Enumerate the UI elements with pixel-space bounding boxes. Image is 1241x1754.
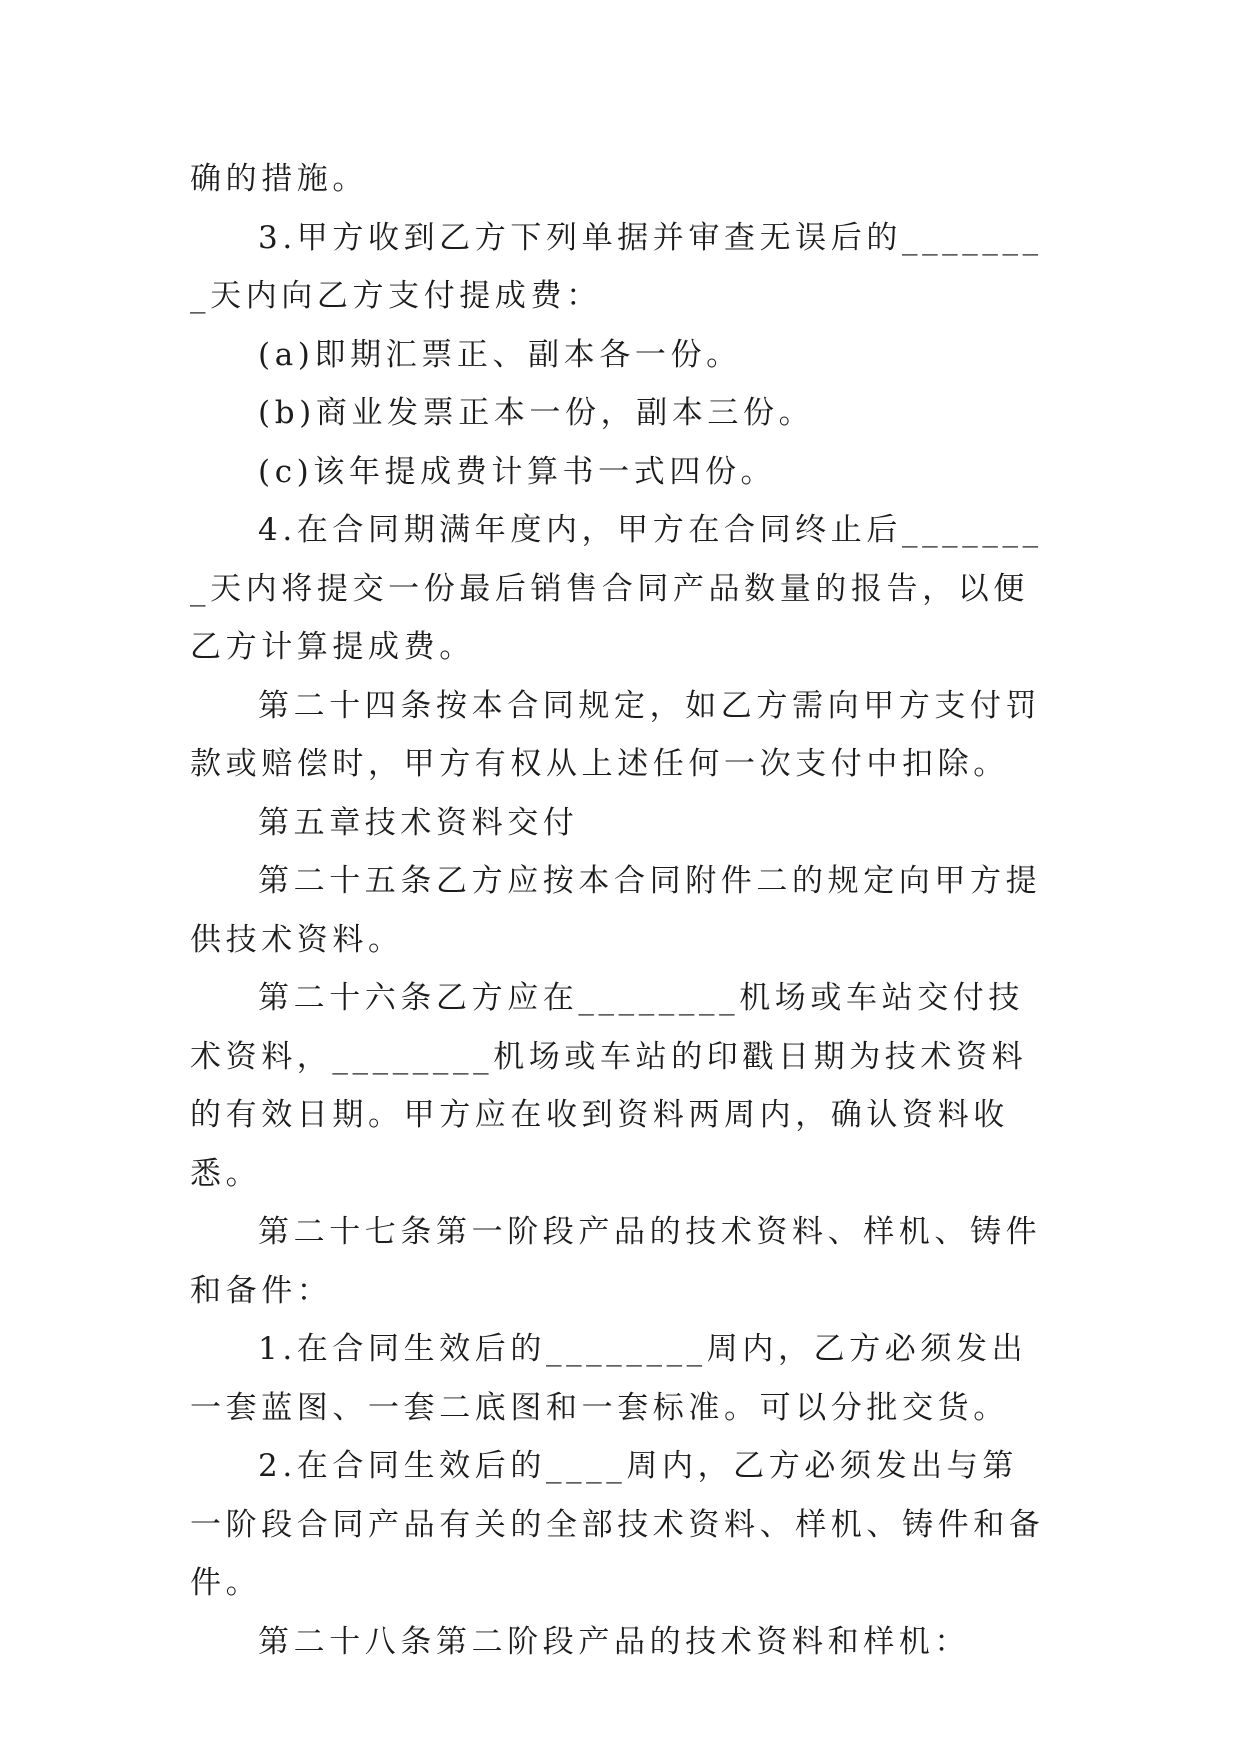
paragraph: 1.在合同生效后的________周内，乙方必须发出一套蓝图、一套二底图和一套标准。可以分批交货。 xyxy=(190,1331,1028,1426)
paragraph: 第二十七条第一阶段产品的技术资料、样机、铸件和备件： xyxy=(190,1214,1042,1309)
paragraph: 第二十六条乙方应在________机场或车站交付技术资料，________机场或车站的印戳日期为技术资料的有效日期。甲方应在收到资料两周内，确认资料收悉。 xyxy=(190,980,1028,1192)
paragraph: 2.在合同生效后的____周内，乙方必须发出与第一阶段合同产品有关的全部技术资料、样机、铸件和备件。 xyxy=(190,1448,1045,1601)
paragraph: 4.在合同期满年度内，甲方在合同终止后________天内将提交一份最后销售合同产品数量的报告，以便乙方计算提成费。 xyxy=(190,512,1043,665)
paragraph: 第二十四条按本合同规定，如乙方需向甲方支付罚款或赔偿时，甲方有权从上述任何一次支付中扣除。 xyxy=(190,687,1042,782)
paragraph: 第二十八条第二阶段产品的技术资料和样机： xyxy=(258,1623,970,1660)
paragraph: 第二十五条乙方应按本合同附件二的规定向甲方提供技术资料。 xyxy=(190,863,1042,958)
paragraph: 3.甲方收到乙方下列单据并审查无误后的________天内向乙方支付提成费： xyxy=(190,219,1043,314)
list-item: (c)该年提成费计算书一式四份。 xyxy=(258,453,777,490)
contract-body xyxy=(190,150,1048,1671)
list-item: (a)即期汇票正、副本各一份。 xyxy=(258,336,742,373)
chapter-heading: 第五章技术资料交付 xyxy=(258,804,579,841)
paragraph: 确的措施。 xyxy=(190,161,368,197)
list-item: (b)商业发票正本一份，副本三份。 xyxy=(258,395,815,431)
